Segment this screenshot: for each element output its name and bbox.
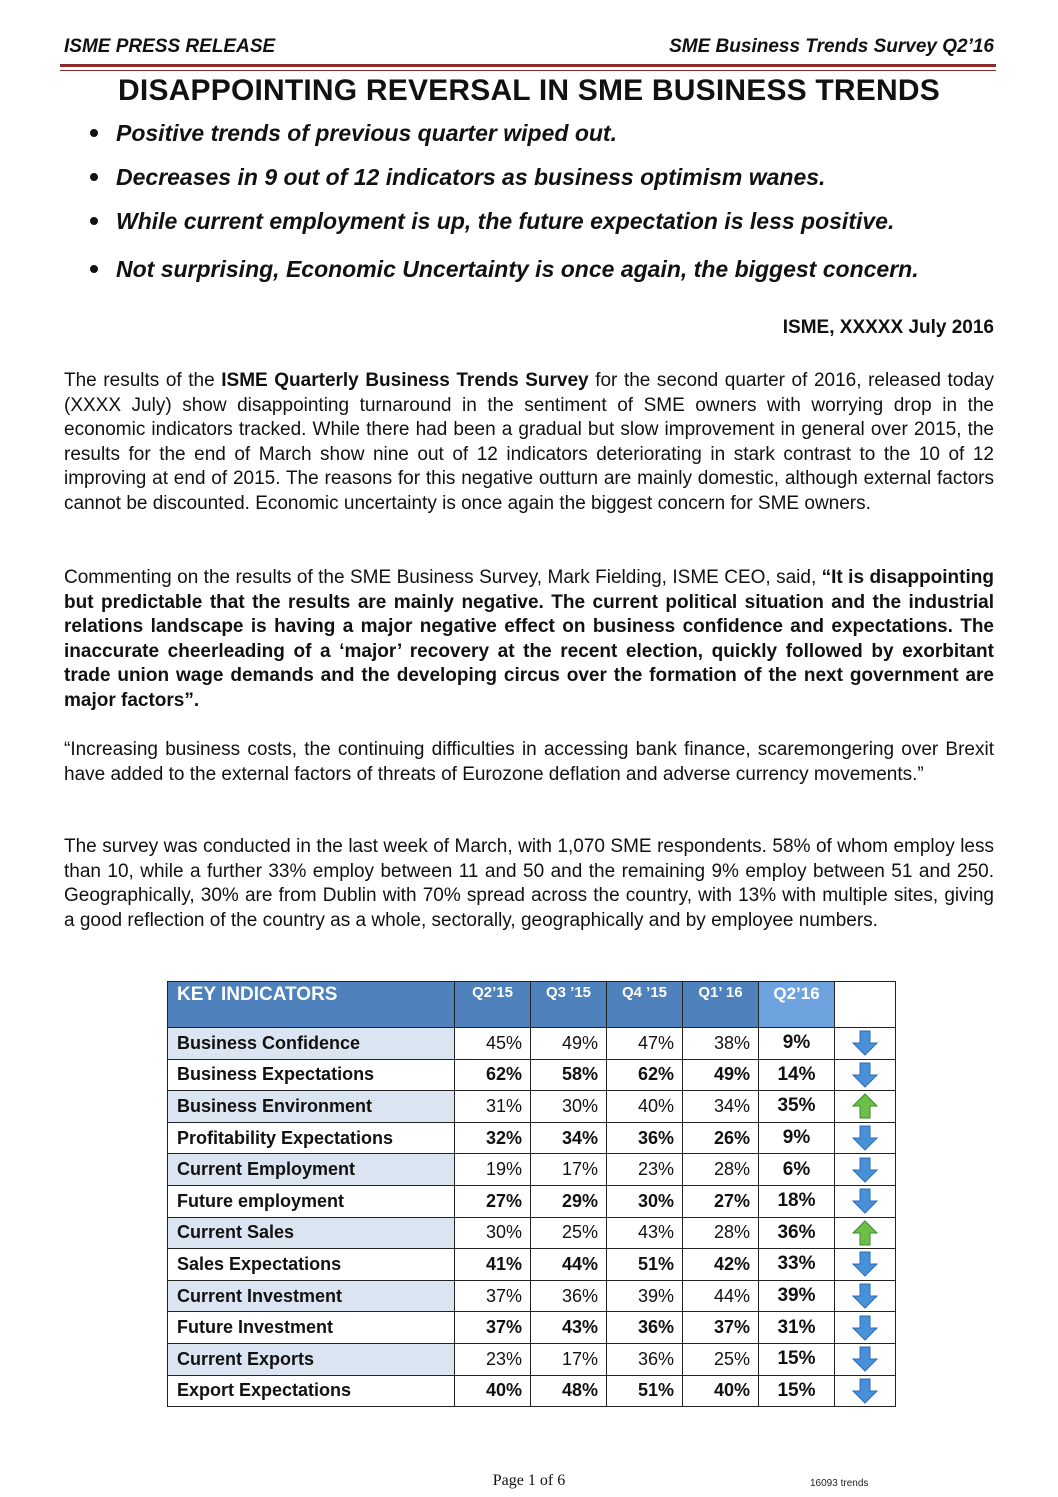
value-q2-15: 62% [455,1059,531,1091]
value-q2-16: 36% [759,1217,835,1249]
bullet-icon [90,129,98,137]
value-q2-16: 6% [759,1154,835,1186]
value-q4-15: 51% [607,1249,683,1281]
table-row [168,1217,896,1249]
key-point: While current employment is up, the future expectation is less positive. [88,206,998,236]
value-q3-15: 34% [531,1122,607,1154]
column-header: KEY INDICATORS [168,982,455,1028]
indicator-label: Current Investment [168,1280,455,1312]
intro-paragraph: The results of the ISME Quarterly Business Trends Survey for the second quarter of 2016, released today (XXXX July) show disappointing turnaround in the sentiment of SME owners with worrying drop in the economic indicators tracked. While there had been a gradual but slow improvement in general over 2015, the results for the end of March show nine out of 12 indicators deteriorating in stark contrast to the 10 of 12 improving at end of 2015. The reasons for this negative outturn are mainly domestic, although external factors cannot be discounted. Economic uncertainty is once again the biggest concern for SME owners. [64,370,994,514]
trend-cell [835,1280,896,1312]
value-q4-15: 39% [607,1280,683,1312]
down-arrow-icon [852,1346,878,1372]
value-q2-15: 30% [455,1217,531,1249]
value-q2-16: 15% [759,1343,835,1375]
value-q1-16: 40% [683,1375,759,1407]
trend-cell [835,1122,896,1154]
trend-cell [835,1217,896,1249]
table-row [168,1312,896,1344]
value-q2-15: 19% [455,1154,531,1186]
table-row [168,1343,896,1375]
value-q4-15: 40% [607,1091,683,1123]
table-row [168,1122,896,1154]
table-row [168,1280,896,1312]
header-rule-thin [60,70,996,71]
trend-cell [835,1312,896,1344]
trend-cell [835,1375,896,1407]
value-q2-15: 31% [455,1091,531,1123]
value-q4-15: 43% [607,1217,683,1249]
value-q2-15: 32% [455,1122,531,1154]
value-q1-16: 38% [683,1028,759,1060]
key-indicators-table [167,981,896,1407]
table-row [168,1091,896,1123]
down-arrow-icon [852,1030,878,1056]
value-q2-16: 35% [759,1091,835,1123]
column-header: Q4 ’15 [607,982,683,1028]
column-header: Q2’16 [759,982,835,1028]
trend-cell [835,1249,896,1281]
value-q2-16: 9% [759,1122,835,1154]
quote-paragraph: “Increasing business costs, the continuing difficulties in accessing bank finance, scaremongering over Brexit have added to the external factors of threats of Eurozone deflation and adverse currency movements.” [64,739,994,785]
value-q3-15: 58% [531,1059,607,1091]
down-arrow-icon [852,1283,878,1309]
column-header: Q1’ 16 [683,982,759,1028]
down-arrow-icon [852,1315,878,1341]
value-q3-15: 29% [531,1185,607,1217]
trend-cell [835,1343,896,1375]
document-code: 16093 trends [810,1478,869,1489]
key-point: Positive trends of previous quarter wiped out. [88,118,998,148]
trend-column-header [835,982,896,1028]
down-arrow-icon [852,1378,878,1404]
value-q1-16: 26% [683,1122,759,1154]
dateline: ISME, XXXXX July 2016 [782,317,994,338]
trend-cell [835,1154,896,1186]
up-arrow-icon [852,1093,878,1119]
down-arrow-icon [852,1157,878,1183]
value-q2-16: 9% [759,1028,835,1060]
page-header [64,36,994,62]
value-q2-15: 41% [455,1249,531,1281]
indicator-label: Profitability Expectations [168,1122,455,1154]
value-q1-16: 49% [683,1059,759,1091]
value-q4-15: 47% [607,1028,683,1060]
value-q4-15: 36% [607,1343,683,1375]
methodology-paragraph: The survey was conducted in the last week of March, with 1,070 SME respondents. 58% of whom employ less than 10, while a further 33% employ between 11 and 50 and the remaining 9% employ between 51 and 250. Geographically, 30% are from Dublin with 70% spread across the country, with 13% with multiple sites, giving a good reflection of the country as a whole, sectorally, geographically and by employee numbers. [64,836,994,931]
value-q2-16: 14% [759,1059,835,1091]
bullet-icon [90,265,98,273]
indicator-label: Current Employment [168,1154,455,1186]
value-q1-16: 37% [683,1312,759,1344]
bullet-icon [90,217,98,225]
value-q2-16: 33% [759,1249,835,1281]
value-q3-15: 17% [531,1154,607,1186]
indicator-label: Current Sales [168,1217,455,1249]
value-q2-15: 23% [455,1343,531,1375]
value-q2-16: 31% [759,1312,835,1344]
indicator-label: Business Confidence [168,1028,455,1060]
value-q4-15: 36% [607,1122,683,1154]
table-row [168,1185,896,1217]
value-q1-16: 28% [683,1154,759,1186]
value-q3-15: 43% [531,1312,607,1344]
value-q3-15: 36% [531,1280,607,1312]
indicator-label: Sales Expectations [168,1249,455,1281]
indicator-label: Business Expectations [168,1059,455,1091]
header-left: ISME PRESS RELEASE [64,36,276,57]
indicator-label: Current Exports [168,1343,455,1375]
table-row [168,1059,896,1091]
table-body [168,1028,896,1407]
value-q3-15: 25% [531,1217,607,1249]
value-q1-16: 27% [683,1185,759,1217]
up-arrow-icon [852,1220,878,1246]
trend-cell [835,1059,896,1091]
value-q1-16: 34% [683,1091,759,1123]
indicator-label: Export Expectations [168,1375,455,1407]
column-header: Q2’15 [455,982,531,1028]
value-q2-15: 37% [455,1312,531,1344]
page-title: DISAPPOINTING REVERSAL IN SME BUSINESS TRENDS [118,74,940,107]
table-row [168,1028,896,1060]
bullet-icon [90,173,98,181]
value-q3-15: 30% [531,1091,607,1123]
down-arrow-icon [852,1062,878,1088]
header-right: SME Business Trends Survey Q2’16 [669,36,994,57]
column-header: Q3 ’15 [531,982,607,1028]
value-q4-15: 51% [607,1375,683,1407]
value-q4-15: 23% [607,1154,683,1186]
value-q2-16: 39% [759,1280,835,1312]
page-number: Page 1 of 6 [492,1472,566,1489]
value-q3-15: 48% [531,1375,607,1407]
table-row [168,1249,896,1281]
value-q1-16: 28% [683,1217,759,1249]
value-q4-15: 62% [607,1059,683,1091]
trend-cell [835,1091,896,1123]
trend-cell [835,1028,896,1060]
trend-cell [835,1185,896,1217]
down-arrow-icon [852,1251,878,1277]
value-q2-16: 15% [759,1375,835,1407]
value-q4-15: 36% [607,1312,683,1344]
value-q2-15: 37% [455,1280,531,1312]
indicator-label: Future employment [168,1185,455,1217]
key-points-list [88,118,998,284]
key-point: Decreases in 9 out of 12 indicators as business optimism wanes. [88,162,998,192]
value-q2-15: 45% [455,1028,531,1060]
ceo-quote-paragraph: Commenting on the results of the SME Business Survey, Mark Fielding, ISME CEO, said, “It is disappointing but predictable that the results are mainly negative. The current political situation and the industrial relations landscape is having a major negative effect on business confidence and expectations. The inaccurate cheerleading of a ‘major’ recovery at the recent election, quickly followed by exorbitant trade union wage demands and the developing circus over the formation of the next government are major factors”. [64,567,994,711]
value-q1-16: 25% [683,1343,759,1375]
indicator-label: Future Investment [168,1312,455,1344]
value-q3-15: 17% [531,1343,607,1375]
value-q2-15: 40% [455,1375,531,1407]
value-q3-15: 49% [531,1028,607,1060]
table-row [168,1154,896,1186]
indicator-label: Business Environment [168,1091,455,1123]
value-q4-15: 30% [607,1185,683,1217]
value-q1-16: 42% [683,1249,759,1281]
down-arrow-icon [852,1125,878,1151]
value-q1-16: 44% [683,1280,759,1312]
key-point: Not surprising, Economic Uncertainty is once again, the biggest concern. [88,254,998,284]
table-header-row [168,982,896,1028]
value-q2-16: 18% [759,1185,835,1217]
down-arrow-icon [852,1188,878,1214]
value-q2-15: 27% [455,1185,531,1217]
header-rule [60,64,996,67]
value-q3-15: 44% [531,1249,607,1281]
table-row [168,1375,896,1407]
